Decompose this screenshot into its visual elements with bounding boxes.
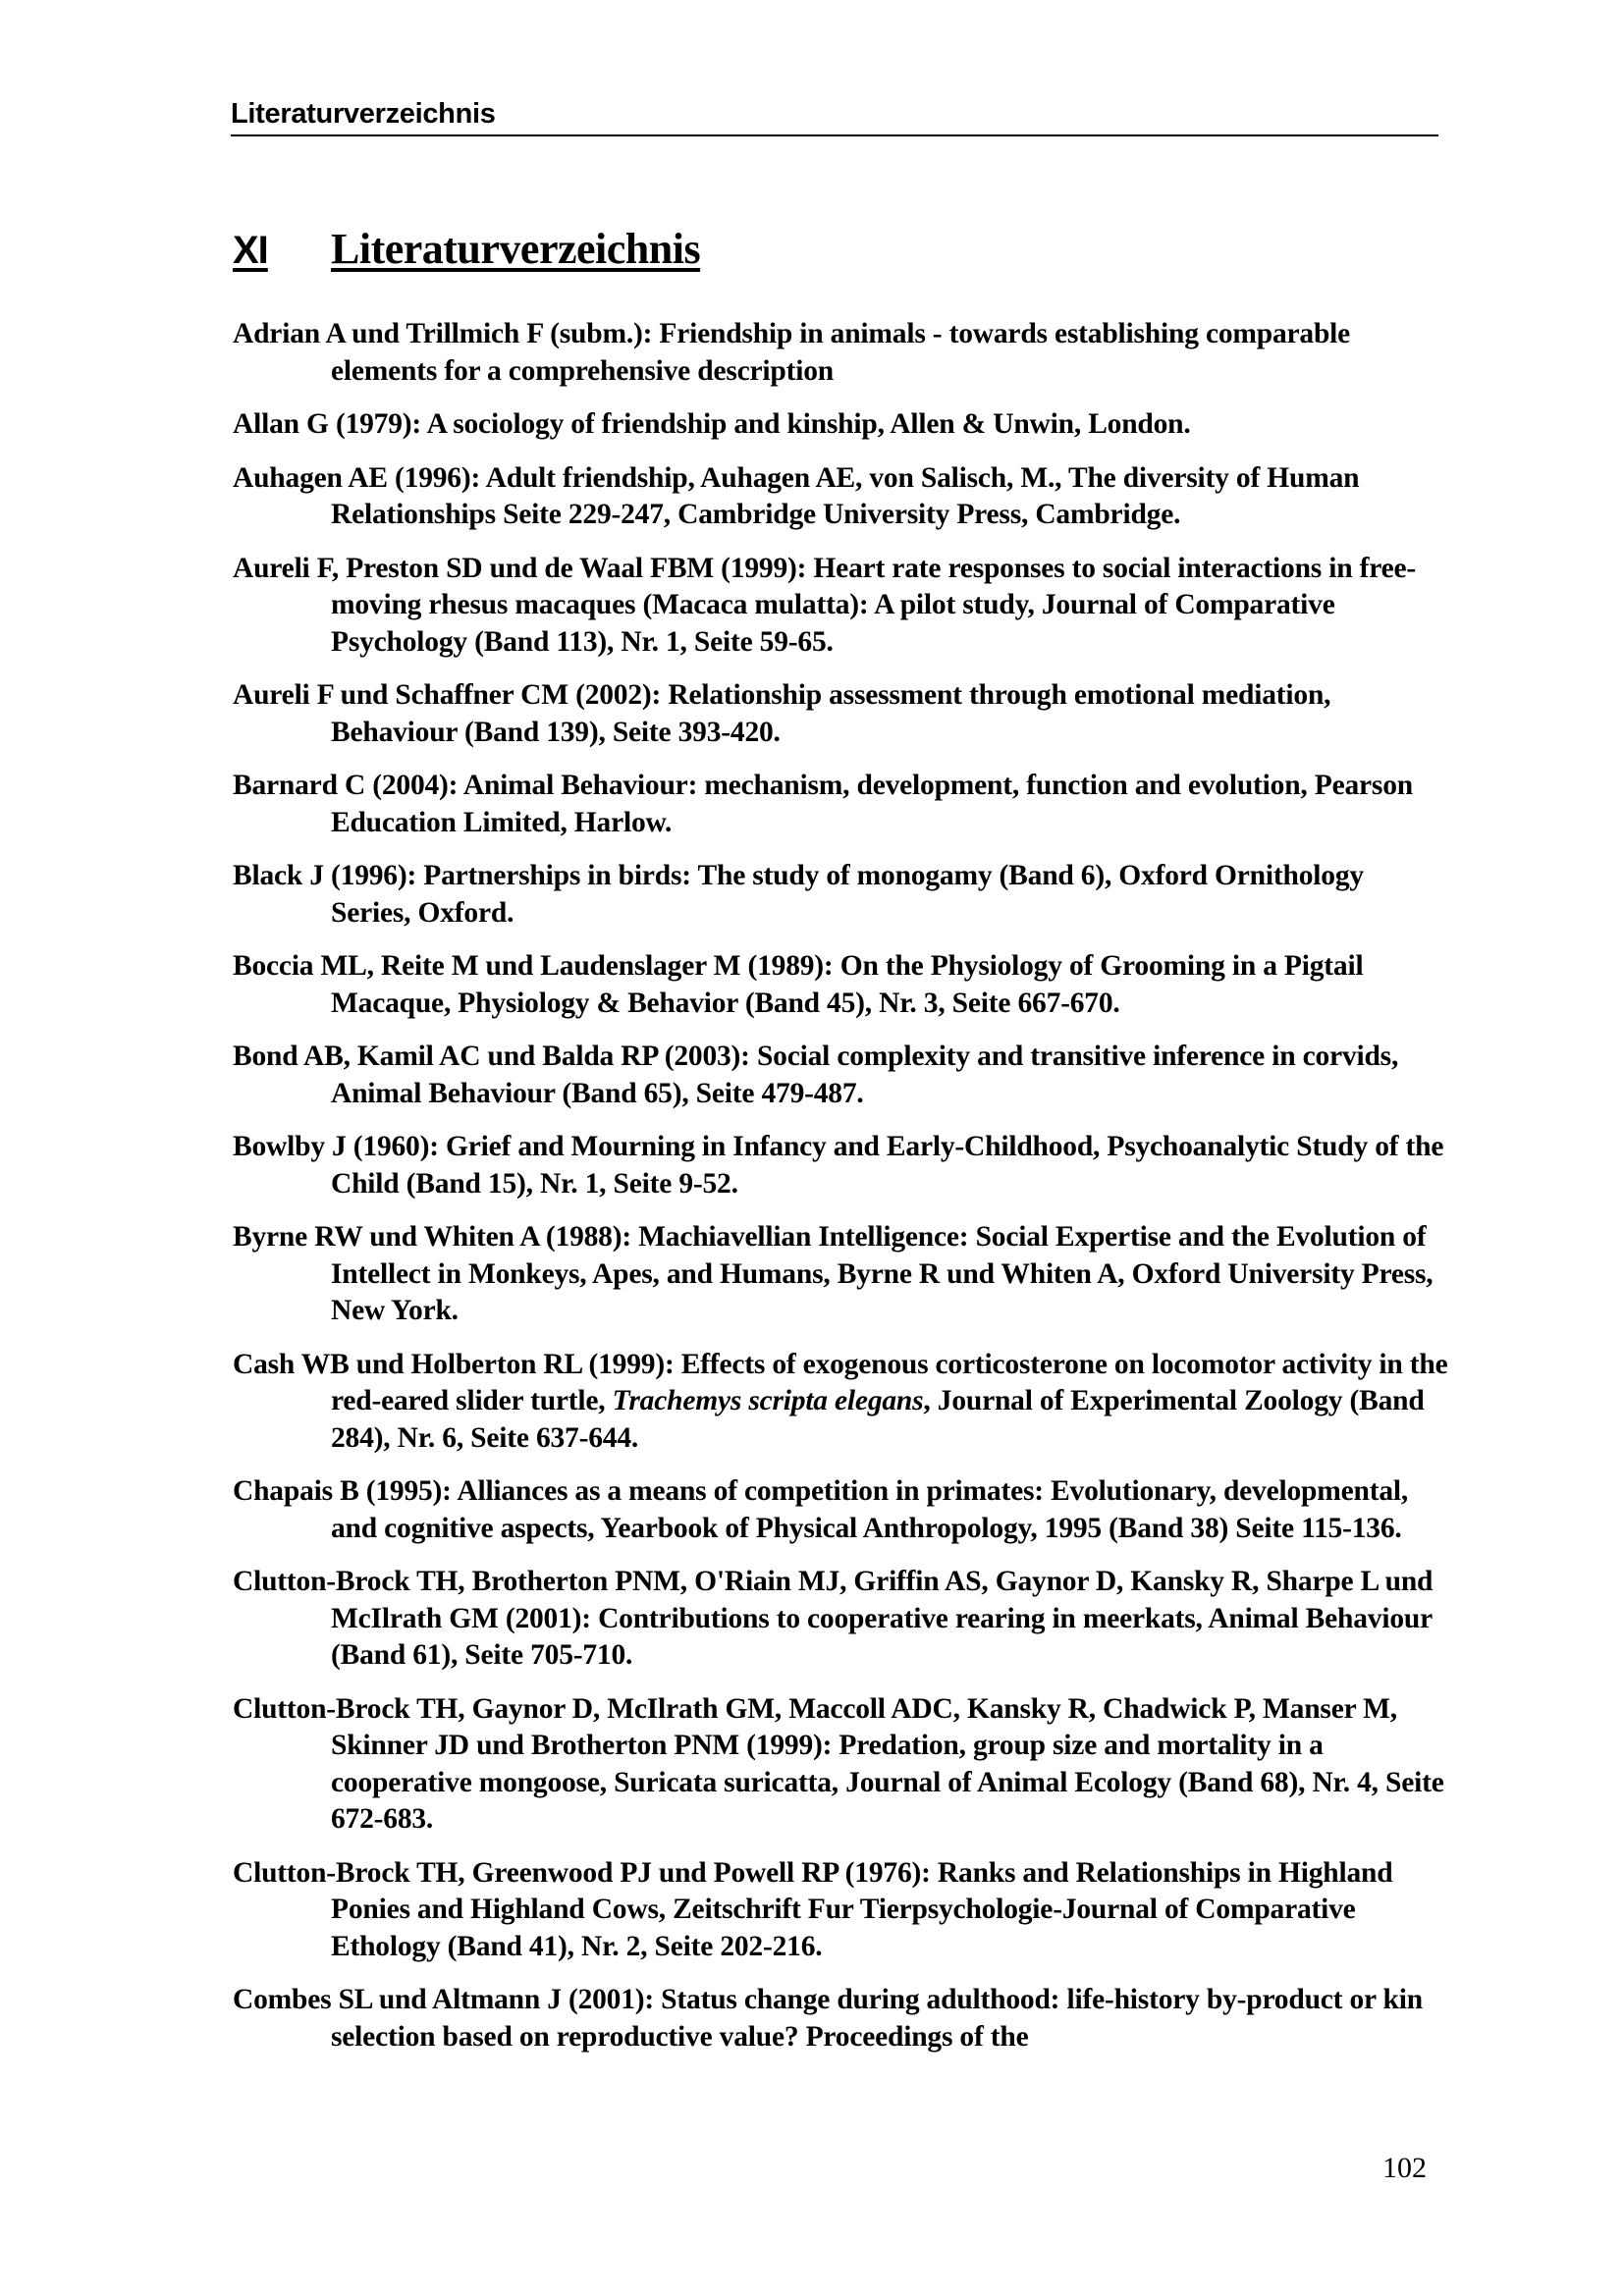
reference-text: Combes SL und Altmann J (2001): Status change during adulthood: life-history by-product or kin selection based on reproductive value? Proceedings of the — [233, 1984, 1423, 2053]
reference-entry — [233, 1564, 1450, 1675]
reference-text-continued: , Journal of Experimental Zoology (Band 284), Nr. 6, Seite 637-644. — [331, 1385, 1425, 1454]
reference-entry — [233, 1473, 1450, 1547]
reference-text: Clutton-Brock TH, Gaynor D, McIlrath GM, Maccoll ADC, Kansky R, Chadwick P, Manser M, Skinner JD und Brotherton PNM (1999): Predation, group size and mortality in a cooperative mongoose, Suricata suricatta, Journal of Animal Ecology (Band 68), Nr. 4, Seite 672-683. — [233, 1692, 1444, 1835]
reference-text: Adrian A und Trillmich F (subm.): Friendship in animals - towards establishing comparable elements for a comprehensive description — [233, 318, 1351, 387]
reference-text: Aureli F und Schaffner CM (2002): Relationship assessment through emotional mediation, Behaviour (Band 139), Seite 393-420. — [233, 679, 1331, 748]
reference-entry — [233, 460, 1450, 534]
reference-entry — [233, 677, 1450, 751]
page-number: 102 — [1382, 2152, 1427, 2184]
reference-entry — [233, 768, 1450, 841]
reference-entry — [233, 406, 1450, 444]
reference-entry — [233, 948, 1450, 1022]
reference-text: Auhagen AE (1996): Adult friendship, Auhagen AE, von Salisch, M., The diversity of Human Relationships Seite 229-247, Cambridge University Press, Cambridge. — [233, 461, 1360, 530]
reference-text: Bond AB, Kamil AC und Balda RP (2003): Social complexity and transitive inference in corvids, Animal Behaviour (Band 65), Seite 479-487. — [233, 1041, 1399, 1109]
reference-text: Bowlby J (1960): Grief and Mourning in Infancy and Early-Childhood, Psychoanalytic Study of the Child (Band 15), Nr. 1, Seite 9-52. — [233, 1131, 1444, 1200]
reference-entry — [233, 1691, 1450, 1839]
reference-entry — [233, 858, 1450, 932]
reference-entry — [233, 316, 1450, 390]
running-header: Literaturverzeichnis — [231, 96, 1438, 136]
reference-text: Clutton-Brock TH, Greenwood PJ und Powell RP (1976): Ranks and Relationships in Highland Ponies and Highland Cows, Zeitschrift Fur Tierpsychologie-Journal of Comparative Ethology (Band 41), Nr. 2, Seite 202-216. — [233, 1856, 1393, 1962]
reference-entry — [233, 1129, 1450, 1202]
reference-list — [233, 316, 1450, 2072]
reference-entry — [233, 1982, 1450, 2056]
reference-text: Boccia ML, Reite M und Laudenslager M (1989): On the Physiology of Grooming in a Pigtail Macaque, Physiology & Behavior (Band 45), Nr. 3, Seite 667-670. — [233, 950, 1364, 1019]
reference-entry — [233, 1219, 1450, 1330]
reference-text: Black J (1996): Partnerships in birds: The study of monogamy (Band 6), Oxford Ornithology Series, Oxford. — [233, 860, 1364, 929]
reference-entry — [233, 1855, 1450, 1966]
reference-text: Cash WB und Holberton RL (1999): Effects of exogenous corticosterone on locomotor activity in the red-eared slider turtle, — [233, 1348, 1448, 1416]
reference-text: Clutton-Brock TH, Brotherton PNM, O'Riain MJ, Griffin AS, Gaynor D, Kansky R, Sharpe L und McIlrath GM (2001): Contributions to cooperative rearing in meerkats, Animal Behaviour (Band 61), Seite 705-710. — [233, 1566, 1434, 1671]
reference-text: Barnard C (2004): Animal Behaviour: mechanism, development, function and evolution, Pearson Education Limited, Harlow. — [233, 770, 1413, 838]
reference-text: Aureli F, Preston SD und de Waal FBM (1999): Heart rate responses to social interactions in free-moving rhesus macaques (Macaca mulatta): A pilot study, Journal of Comparative Psychology (Band 113), Nr. 1, Seite 59-65. — [233, 552, 1417, 658]
reference-entry — [233, 551, 1450, 662]
chapter-title: Literaturverzeichnis — [331, 225, 701, 273]
reference-text: Chapais B (1995): Alliances as a means of competition in primates: Evolutionary, developmental, and cognitive aspects, Yearbook of Physical Anthropology, 1995 (Band 38) Seite 115-136. — [233, 1475, 1409, 1544]
reference-entry — [233, 1347, 1450, 1458]
reference-entry — [233, 1039, 1450, 1112]
reference-text: Byrne RW und Whiten A (1988): Machiavellian Intelligence: Social Expertise and the Evolution of Intellect in Monkeys, Apes, and Humans, Byrne R und Whiten A, Oxford University Press, New York. — [233, 1221, 1434, 1326]
chapter-number: XI — [233, 229, 268, 272]
reference-text: Allan G (1979): A sociology of friendship and kinship, Allen & Unwin, London. — [233, 408, 1191, 440]
chapter-heading — [233, 224, 700, 274]
reference-species-name: Trachemys scripta elegans — [612, 1385, 924, 1416]
